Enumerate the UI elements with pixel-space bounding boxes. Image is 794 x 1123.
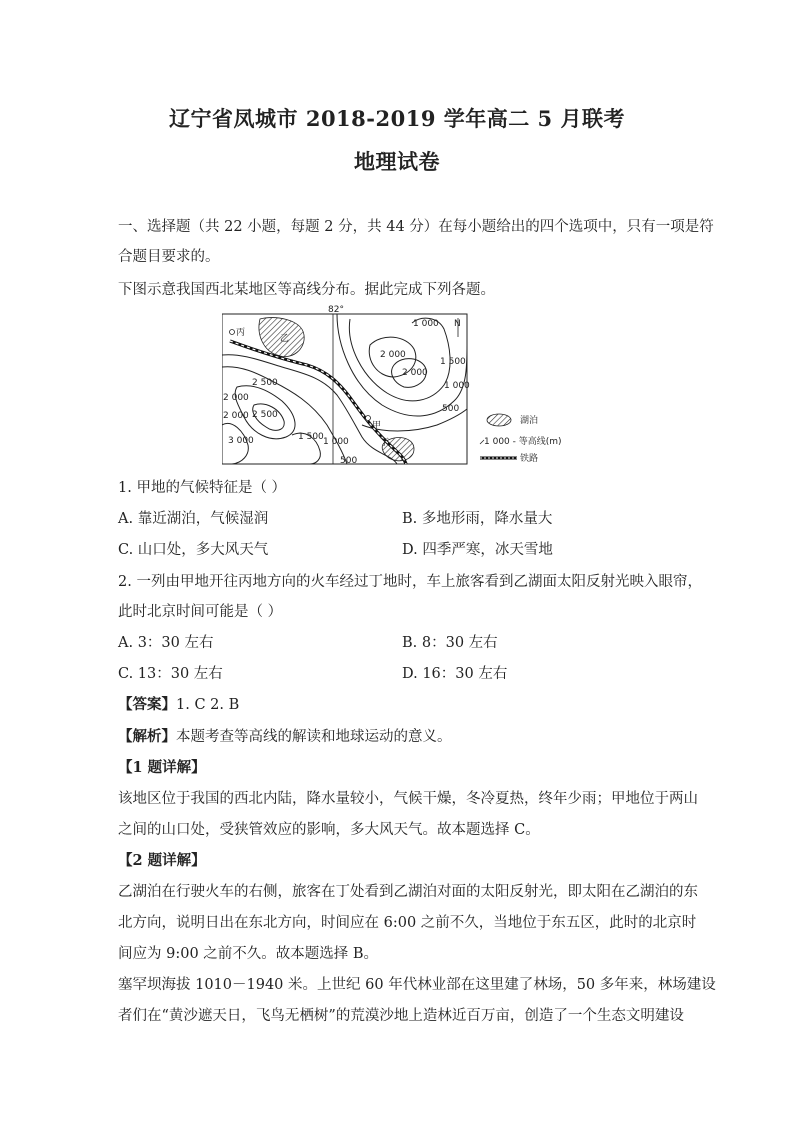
passage-line1: 塞罕坝海拔 1010－1940 米。上世纪 60 年代林业部在这里建了林场，50 多年来，林场建设 <box>118 977 716 993</box>
north-label: N <box>454 319 461 329</box>
legend-rail-label: 铁路 <box>520 454 539 464</box>
place-label-jia: 甲 <box>372 421 382 431</box>
contour-label: 2 500 <box>252 410 278 420</box>
legend-lake-icon <box>487 414 511 426</box>
contour-label: 500 <box>340 456 358 466</box>
place-marker-bing <box>230 330 235 335</box>
contour-label: 2 000 <box>402 368 428 378</box>
question-1-option-d: D. 四季严寒，冰天雪地 <box>402 542 553 558</box>
question-1-stem: 1. 甲地的气候特征是（ ） <box>118 480 287 496</box>
passage-line2: 者们在“黄沙遮天日，飞鸟无栖树”的荒漠沙地上造林近百万亩，创造了一个生态文明建设 <box>118 1008 684 1024</box>
answer-line <box>118 695 239 715</box>
answer-tag: 【答案】 <box>118 696 176 713</box>
question-2-option-a: A. 3：30 左右 <box>118 635 214 651</box>
section-instruction-line1: 一、选择题（共 22 小题，每题 2 分，共 44 分）在每小题给出的四个选项中，只有一项是符 <box>118 219 714 235</box>
detail-2-heading: 【2 题详解】 <box>118 852 206 869</box>
detail-1-line2: 之间的山口处，受狭管效应的影响，多大风天气。故本题选择 C。 <box>118 822 540 838</box>
legend-lake-label: 湖泊 <box>520 416 539 426</box>
contour-label: 2 000 <box>223 393 249 403</box>
analysis-tag: 【解析】 <box>118 728 176 745</box>
detail-2-line3: 间应为 9:00 之前不久。故本题选择 B。 <box>118 946 379 962</box>
detail-2-line1: 乙湖泊在行驶火车的右侧，旅客在丁处看到乙湖泊对面的太阳反射光，即太阳在乙湖泊的东 <box>118 884 698 900</box>
detail-1-heading: 【1 题详解】 <box>118 759 206 776</box>
question-1-option-c: C. 山口处，多大风天气 <box>118 542 269 558</box>
contour-label: 3 000 <box>228 436 254 446</box>
page-subtitle: 地理试卷 <box>354 149 440 174</box>
question-2-option-c: C. 13：30 左右 <box>118 666 223 682</box>
contour-label: 2 500 <box>252 378 278 388</box>
legend-contour-label: 1 000 - 等高线(m) <box>484 437 562 447</box>
contour-label: 1 500 <box>440 357 466 367</box>
contour-label: 1 500 <box>298 432 324 442</box>
contour-label: 500 <box>442 404 460 414</box>
detail-1-line1: 该地区位于我国的西北内陆，降水量较小，气候干燥，冬冷夏热，终年少雨；甲地位于两山 <box>118 791 698 807</box>
place-label-bing: 丙 <box>236 328 246 338</box>
contour-label: 2 000 <box>380 350 406 360</box>
contour-label: 2 000 <box>223 411 249 421</box>
contour-label: 1 000 <box>444 381 470 391</box>
page-title: 辽宁省凤城市 2018-2019 学年高二 5 月联考 <box>169 106 625 131</box>
contour-map-figure <box>222 305 582 467</box>
answer-text: 1. C 2. B <box>176 697 240 713</box>
contour-label: 1 000 <box>323 437 349 447</box>
question-2-option-d: D. 16：30 左右 <box>402 666 508 682</box>
analysis-text: 本题考查等高线的解读和地球运动的意义。 <box>176 729 452 745</box>
question-1-option-a: A. 靠近湖泊，气候湿润 <box>118 511 269 527</box>
section-instruction-line2: 合题目要求的。 <box>118 249 220 265</box>
place-label-ding: 丁 <box>380 438 390 448</box>
detail-2-line2: 北方向，说明日出在东北方向，时间应在 6:00 之前不久，当地位于东五区，此时的北京时 <box>118 915 697 931</box>
question-2-stem-line1: 2. 一列由甲地开往丙地方向的火车经过丁地时，车上旅客看到乙湖面太阳反射光映入眼帘， <box>118 574 702 590</box>
question-1-option-b: B. 多地形雨，降水量大 <box>402 511 553 527</box>
analysis-line <box>118 727 452 747</box>
question-intro: 下图示意我国西北某地区等高线分布。据此完成下列各题。 <box>118 282 495 298</box>
longitude-label: 82° <box>328 305 344 315</box>
place-label-yi: 乙 <box>280 334 290 344</box>
contour-label: 1 000 <box>413 319 439 329</box>
question-2-stem-line2: 此时北京时间可能是（ ） <box>118 604 283 620</box>
place-marker-jia <box>366 416 371 421</box>
question-2-option-b: B. 8：30 左右 <box>402 635 498 651</box>
